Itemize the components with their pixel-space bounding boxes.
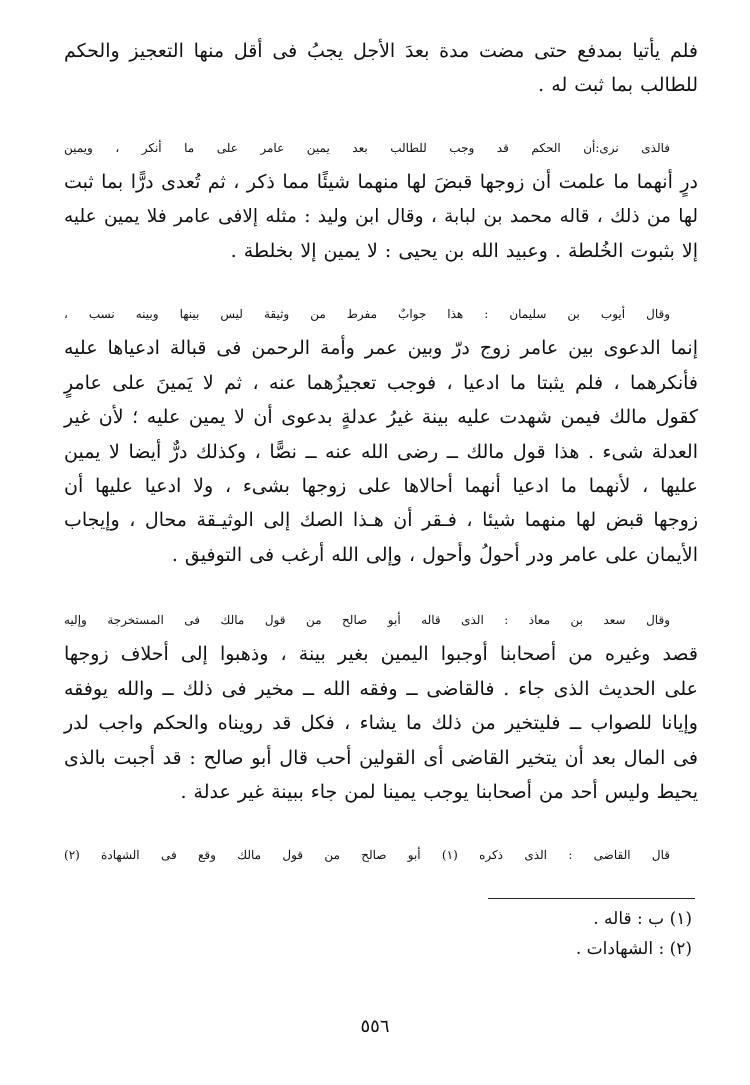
paragraph-line: لها من ذلك ، قاله محمد بن لبابة ، وقال ابن وليد : مثله إلافى عامر فلا يمين عليه (64, 205, 698, 227)
paragraph-3 (64, 297, 698, 572)
paragraph-line: العدلة شىء . هذا قول مالك ــ رضى الله عنه ــ نصًّا ، وكذلك درٌّ أيضا لا يمين (64, 440, 698, 463)
paragraph-line: درٍ أنهما ما علمت أن زوجها قبضَ لها منهما شيئًا مما ذكر ، ثم تُعدى درًّا بما ثبت (64, 171, 698, 194)
paragraph-line: فأنكرهما ، فلم يثبتا ما ادعيا ، فوجب تعجيزُهما عنه ، ثم لا يَمينَ على عامرٍ (64, 371, 698, 394)
paragraph-2 (64, 131, 698, 269)
paragraph-line: قصد وغيره من أصحابنا أوجبوا اليمين بغير بينة ، وذهبوا إلى أحلاف زوجها (64, 643, 698, 666)
paragraph-line: وإيانا للصواب ــ فليتخير من ذلك ما يشاء ، فكل قد رويناه والحكم واجب لدر (64, 712, 698, 735)
paragraph-line: الأيمان على عامر ودر أحولُ وأحول ، وإلى الله أرغب فى التوفيق . (171, 543, 698, 566)
paragraph-line: قال القاضى : الذى ذكره (١) أبو صالح من قول مالك وقع فى الشهادة (٢) (64, 848, 670, 862)
page-number: ٥٥٦ (360, 1016, 390, 1037)
paragraph-line: كقول مالك فيمن شهدت عليه بينة غيرُ عدلةٍ بدعوى أن لا يمين عليه ؛ لأن غير (64, 406, 698, 429)
footnote-1: (١) ب : قاله . (593, 909, 692, 929)
footnote-divider (488, 898, 695, 899)
paragraph-line: على الحديث الذى جاء . فالقاضى ــ وفقه الله ــ مخير فى ذلك ــ والله يوفقه (64, 677, 698, 700)
paragraph-line: فلم يأتيا بمدفع حتى مضت مدة بعدَ الأجل يجبُ فى أقل منها التعجيز والحكم (64, 40, 698, 62)
paragraph-line: يحيط وليس أحد من أصحابنا يوجب يمينا لمن جاء ببينة غير عدلة . (180, 781, 698, 804)
paragraph-line: فالذى نرى:أن الحكم قد وجب للطالب بعد يمين عامر على ما أنكر ، ويمين (64, 141, 670, 155)
paragraph-line: فى المال بعد أن يتخير القاضى أى القولين أحب قال أبو صالح : قد أجبت بالذى (64, 746, 698, 769)
paragraph-line: للطالب بما ثبت له . (538, 74, 698, 97)
paragraph-line: إنما الدعوى بين عامر زوج درّ وبين عمر وأمة الرحمن فى قبالة ادعياها عليه (64, 337, 698, 360)
paragraph-5 (64, 838, 698, 872)
paragraph-line: وقال أيوب بن سليمان : هذا جوابٌ مفرط من وثيقة ليس بينها وبينه نسب ، (64, 307, 670, 321)
paragraph-line: وقال سعد بن معاذ : الذى قاله أبو صالح من قول مالك فى المستخرجة وإليه (64, 613, 670, 627)
paragraph-line: زوجها قبض لها منهما شيئا ، فـقر أن هـذا الصك إلى الوثيـقة محال ، وإيجاب (64, 509, 698, 532)
footnote-2: (٢) : الشهادات . (575, 939, 692, 959)
paragraph-line: عليها ، لأنهما ما ادعيا أنهما أحالاها على زوجها بشىء ، ولا ادعيا عليها أن (64, 475, 698, 498)
paragraph-1 (64, 34, 698, 103)
paragraph-4 (64, 603, 698, 809)
footnotes (576, 904, 692, 964)
paragraph-line: إلا بثبوت الخُلطة . وعبيد الله بن يحيى : لا يمين إلا بخلطة . (230, 240, 698, 263)
